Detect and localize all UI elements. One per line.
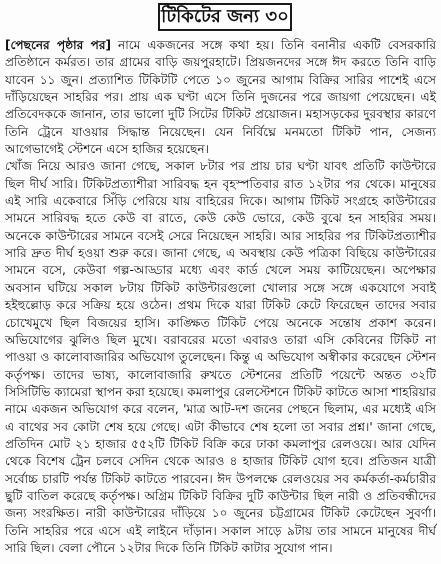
article-paragraph-2 [5, 158, 436, 557]
paragraph-1-text: নামে একজনের সঙ্গে কথা হয়। তিনি বনানীর একটি বেসরকারি প্রতিষ্ঠানে কর্মরত। তার গ্রামের বাড়ি জয়পুরহাটে। প্রিয়জনদের সঙ্গে ঈদ করতে তিনি বাড়ি যাবেন ১১ জুন। প্রত্যাশিত টিকিটটি পেতে ১০ জুনের আগাম বিক্রির সারির পাশেই এসে দাঁড়িয়েছেন সাহরির পর। প্রায় এক ঘণ্টা এসে তিনি দুজনের পরে জায়গা পেয়েছেন। এই প্রতিবেদককে জানান, তার ভালো দুটি সিটের টিকিট প্রয়োজন। মহাসড়কের দুরবস্থার কারণে তিনি ট্রেনে যাওয়ার সিদ্ধান্ত নিয়েছেন। যেন নির্বিঘ্নে মনমতো টিকিট পান, সেজন্য আগেভাগেই স্টেশনে এসে হাজির হয়েছেন। [5, 38, 436, 157]
article-body [5, 37, 436, 557]
continuation-marker: [পেছনের পৃষ্ঠার পর] [5, 38, 112, 52]
headline: টিকিটের জন্য ৩০ [161, 6, 289, 27]
headline-box [158, 3, 292, 31]
article-paragraph-1 [5, 37, 436, 158]
paragraph-2-text: খোঁজ নিয়ে আরও জানা গেছে, সকাল ৮টার পর প্রায় চার ঘণ্টা যাবৎ প্রতিটি কাউন্টারে ছিল দীর্ঘ সারি। টিকিটপ্রত্যাশীরা সারিবদ্ধ হন বৃহস্পতিবার রাত ১২টার পর থেকে। মানুষের এই সারি একেবারে সিঁড়ি পেরিয়ে যায় বাহিরের দিকে। আগাম টিকিট সংগ্রহে কাউন্টারের সামনে সারিবদ্ধ হতে কেউ বা রাতে, কেউ কেউ ভোরে, কেউ বুঝে হন সাহরির সময়। অনেকে কাউন্টারের সামনে বসেই সেরে নিয়েছেন সাহরি। আর সাহরির পর টিকিটপ্রত্যাশীর সারি দ্রুত দীর্ঘ হওয়া শুরু করে। জানা গেছে, এ অবস্থায় কেউ পত্রিকা বিছিয়ে কাউন্টারের সামনে বসে, কেউবা গল্প-আড্ডার মধ্যে এবং কার্ড খেলে সময় কাটিয়েছেন। অপেক্ষার অবসান ঘটিয়ে সকাল ৮টায় টিকিট কাউন্টারগুলো খোলার সঙ্গে সঙ্গে একযোগে সবাই হইহুল্লোড় করে সক্রিয় হয়ে ওঠেন। প্রথম দিকে যারা টিকিট কেটে ফিরেছেন তাদের সবার চোখেমুখে ছিল বিজয়ের হাসি। কাঙ্ক্ষিত টিকিট পেয়ে অনেকে সন্তোষ প্রকাশ করেন। অভিযোগের ঝুলিও ছিল মুখে। বরাবরের মতো এবারও তারা এসি কেবিনের টিকিট না পাওয়া ও কালোবাজারির অভিযোগ তুলেছেন। কিন্তু এ অভিযোগ অস্বীকার করেছেন স্টেশন কর্তৃপক্ষ। তাদের ভাষ্য, কালোবাজারি রুখতে স্টেশনের প্রতিটি পয়েন্টে অন্তত ৩২টি সিসিটিভি ক্যামেরা স্থাপন করা হয়েছে। কমলাপুর রেলস্টেশনে টিকিট কাটতে আসা শাহরিয়ার নামে একজন অভিযোগ করে বলেন, 'মাত্র আট-দশ জনের পেছনে ছিলাম, এর মধ্যেই এসি এ বাথের সব কোটা শেষ হয়ে গেছে। এটা কীভাবে শেষ হলো তা সবার প্রশ্ন।' জানা গেছে, প্রতিদিন মোট ২১ হাজার ৫৫২টি টিকিট বিক্রি করে ঢাকা কমলাপুর রেলওয়ে। আর যেদিন থেকে বিশেষ ট্রেন চলবে সেদিন থেকে আরও ৪ হাজার টিকিট যোগ হবে। প্রতিজন যাত্রী সর্বোচ্চ চারটি পর্যন্ত টিকিট কাটতে পারবেন। ঈদ উপলক্ষে রেলওয়ের সব কর্মকর্তা-কর্মচারীর ছুটি বাতিল করেছে কর্তৃপক্ষ। অগ্রিম টিকিট বিক্রির দুটি কাউন্টার ছিল নারী ও প্রতিবন্ধীদের জন্য সংরক্ষিত। নারী কাউন্টারের দাঁড়িয়ে ১০ জুনের চট্টগ্রামের টিকিট কেটেছেন সুবর্ণা। তিনি সাহরির পরে এসে এই লাইনে দাঁড়ান। সকাল সাড়ে ৯টায় তার সামনে মানুষের দীর্ঘ সারি ছিল। বেলা পৌনে ১২টার দিকে তিনি টিকিট কাটার সুযোগ পান। [5, 159, 436, 555]
